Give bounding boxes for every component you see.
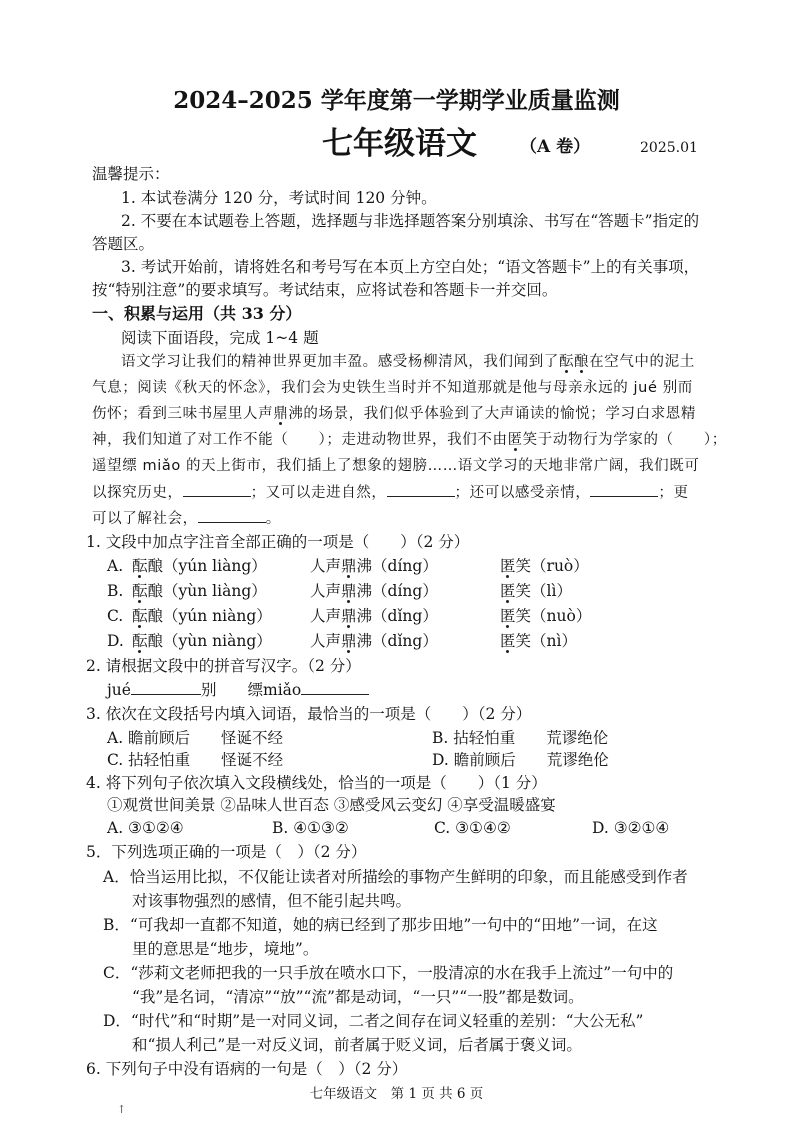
question-2-answer-line: jué 别 缥miǎo [107, 680, 369, 700]
page-footer: 七年级语文 第 1 页 共 6 页 [309, 1086, 484, 1102]
subject-title: 七年级语文 [322, 126, 477, 162]
passage-blank-1 [183, 482, 251, 497]
question-5-option-c-line-2: “我”是名词，“清凉”“放”“流”都是动词，“一只”“一股”都是数词。 [132, 988, 584, 1006]
exam-page: 2024–2025 学年度第一学期学业质量监测 七年级语文 （A 卷） 2025.01 温馨提示： 1. 本试卷满分 120 分，考试时间 120 分钟。 2. 不要在本试题卷上答题，选择题与非选择题答案分别填涂、书写在“答题卡”指定的 答题区。 3. 考试开始前，请将姓名和考号写在本页上方空白处；“语文答题卡”上的有关事项， 按“特别注意”的要求填写。考试结束，应将试卷和答题卡一并交回。 一、积累与运用（共 33 分） 阅读下面语段，完成 1~4 题 语文学习让我们的精神世界更加丰盈。感受杨柳清风，我们闻到了酝酿在空气中的泥土 气息；阅读《秋天的怀念》，我们会为史铁生当时并不知道那就是他与母亲永远的 jué 别而 伤怀；看到三味书屋里人声鼎沸的场景，我们似乎体验到了大声诵读的愉悦；学习白求恩精 神，我们知道了对工作不能（ ）；走进动物世界，我们不由匿笑于动物行为学家的（ ）； 遥望缥 miǎo 的天上街市，我们插上了想象的翅膀……语文学习的天地非常广阔，我们既可 以探究历史， ；又可以走进自然， ；还可以感受亲情， ；更 可以了解社会， 。 1. 文段中加点字注音全部正确的一项是（ ）（2 分） A. 酝酿（yún liàng） 人声鼎沸（díng） 匿笑（ruò） B. 酝酿（yùn liàng） 人声鼎沸（díng） 匿笑（lì） C. 酝酿（yún niàng） 人声鼎沸（dǐng） 匿笑（nuò） D. 酝酿（yùn niàng） 人声鼎沸（dǐng） 匿笑（nì） 2. 请根据文段中的拼音写汉字。（2 分） jué 别 缥miǎo 3. 依次在文段括号内填入词语，最恰当的一项是（ ）（2 分） A. 瞻前顾后 怪诞不经 B. 拈轻怕重 荒谬绝伦 C. 拈轻怕重 怪诞不经 D. 瞻前顾后 荒谬绝伦 4. 将下列句子依次填入文段横线处，恰当的一项是（ ）（1 分） ①观赏世间美景 ②品味人世百态 ③感受风云变幻 ④享受温暖盛宴 A. ③①②④ B. ④①③② C. ③①④② D. ③②①④ 5．下列选项正确的一项是（ ）（2 分） A．恰当运用比拟，不仅能让读者对所描绘的事物产生鲜明的印象，而且能感受到作者 对该事物强烈的感情，但不能引起共鸣。 B．“可我却一直都不知道，她的病已经到了那步田地”一句中的“田地”一词，在这 里的意思是“地步，境地”。 C．“莎莉文老师把我的一只手放在喷水口下，一股清凉的水在我手上流过”一句中的 “我”是名词，“清凉”“放”“流”都是动词，“一只”“一股”都是数词。 D．“时代”和“时期”是一对同义词，二者之间存在词义轻重的差别：“大公无私” 和“损人利己”是一对反义词，前者属于贬义词，后者属于褒义词。 6. 下列句子中没有语病的一句是（ ）（2 分） 七年级语文 第 1 页 共 6 页 ↑ [0, 0, 793, 1123]
question-4-option-b: B. ④①③② [272, 819, 349, 837]
passage-line-2: 气息；阅读《秋天的怀念》，我们会为史铁生当时并不知道那就是他与母亲永远的 jué 别而 [92, 380, 693, 396]
tip-3-line-1: 3. 考试开始前，请将姓名和考号写在本页上方空白处；“语文答题卡”上的有关事项， [121, 258, 700, 276]
passage-line-6: 以探究历史， ；又可以走进自然， ；还可以感受亲情， ；更 [92, 482, 689, 503]
question-5-option-a-line-1: A．恰当运用比拟，不仅能让读者对所描绘的事物产生鲜明的印象，而且能感受到作者 [103, 868, 688, 886]
question-5-option-b-line-1: B．“可我却一直都不知道，她的病已经到了那步田地”一句中的“田地”一词，在这 [103, 916, 658, 934]
question-5-option-c-line-1: C．“莎莉文老师把我的一只手放在喷水口下，一股清凉的水在我手上流过”一句中的 [103, 964, 674, 982]
answer-blank-jue [131, 680, 201, 695]
passage-line-5: 遥望缥 miǎo 的天上街市，我们插上了想象的翅膀……语文学习的天地非常广阔，我们既可 [92, 458, 700, 474]
question-2-stem: 2. 请根据文段中的拼音写汉字。（2 分） [86, 657, 361, 675]
question-5-option-d-line-1: D．“时代”和“时期”是一对同义词，二者之间存在词义轻重的差别：“大公无私” [103, 1012, 644, 1030]
question-4-stem: 4. 将下列句子依次填入文段横线处，恰当的一项是（ ）（1 分） [86, 774, 547, 792]
passage-line-3: 伤怀；看到三味书屋里人声鼎沸的场景，我们似乎体验到了大声诵读的愉悦；学习白求恩精 [92, 406, 697, 422]
tip-3-line-2: 按“特别注意”的要求填写。考试结束，应将试卷和答题卡一并交回。 [92, 281, 558, 299]
question-6-stem: 6. 下列句子中没有语病的一句是（ ）（2 分） [86, 1060, 408, 1078]
question-5-stem: 5．下列选项正确的一项是（ ）（2 分） [86, 843, 367, 861]
question-5-option-a-line-2: 对该事物强烈的感情，但不能引起共鸣。 [132, 892, 412, 910]
question-3-option-c: C. 拈轻怕重 怪诞不经 [107, 751, 284, 769]
tips-heading: 温馨提示： [92, 165, 170, 183]
question-4-items: ①观赏世间美景 ②品味人世百态 ③感受风云变幻 ④享受温暖盛宴 [107, 796, 556, 814]
tip-2-line-1: 2. 不要在本试题卷上答题，选择题与非选择题答案分别填涂、书写在“答题卡”指定的 [121, 212, 700, 230]
passage-line-7: 可以了解社会， 。 [92, 508, 281, 529]
passage-line-4: 神，我们知道了对工作不能（ ）；走进动物世界，我们不由匿笑于动物行为学家的（ ）； [92, 432, 727, 448]
question-4-option-d: D. ③②①④ [592, 819, 670, 837]
question-3-option-d: D. 瞻前顾后 荒谬绝伦 [432, 751, 609, 769]
exam-title: 2024–2025 学年度第一学期学业质量监测 [173, 87, 620, 114]
passage-blank-4 [198, 508, 266, 523]
question-3-stem: 3. 依次在文段括号内填入词语，最恰当的一项是（ ）（2 分） [86, 705, 532, 723]
tip-2-line-2: 答题区。 [92, 235, 155, 253]
exam-date: 2025.01 [640, 140, 698, 156]
passage-line-1: 语文学习让我们的精神世界更加丰盈。感受杨柳清风，我们闻到了酝酿在空气中的泥土 [121, 354, 695, 370]
paper-type: （A 卷） [520, 137, 591, 157]
question-5-option-d-line-2: 和“损人利己”是一对反义词，前者属于贬义词，后者属于褒义词。 [132, 1036, 582, 1054]
question-5-option-b-line-2: 里的意思是“地步，境地”。 [132, 940, 319, 958]
scan-mark: ↑ [117, 1103, 127, 1116]
answer-blank-miao [301, 680, 369, 695]
section-1-heading: 一、积累与运用（共 33 分） [92, 304, 302, 323]
passage-blank-3 [590, 482, 658, 497]
question-4-option-a: A. ③①②④ [107, 819, 184, 837]
question-3-option-b: B. 拈轻怕重 荒谬绝伦 [432, 729, 609, 747]
tip-1: 1. 本试卷满分 120 分，考试时间 120 分钟。 [121, 189, 437, 207]
question-1-stem: 1. 文段中加点字注音全部正确的一项是（ ）（2 分） [86, 533, 470, 551]
question-4-option-c: C. ③①④② [434, 819, 511, 837]
passage-blank-2 [387, 482, 455, 497]
section-1-instruction: 阅读下面语段，完成 1~4 题 [121, 329, 319, 347]
question-3-option-a: A. 瞻前顾后 怪诞不经 [107, 729, 284, 747]
